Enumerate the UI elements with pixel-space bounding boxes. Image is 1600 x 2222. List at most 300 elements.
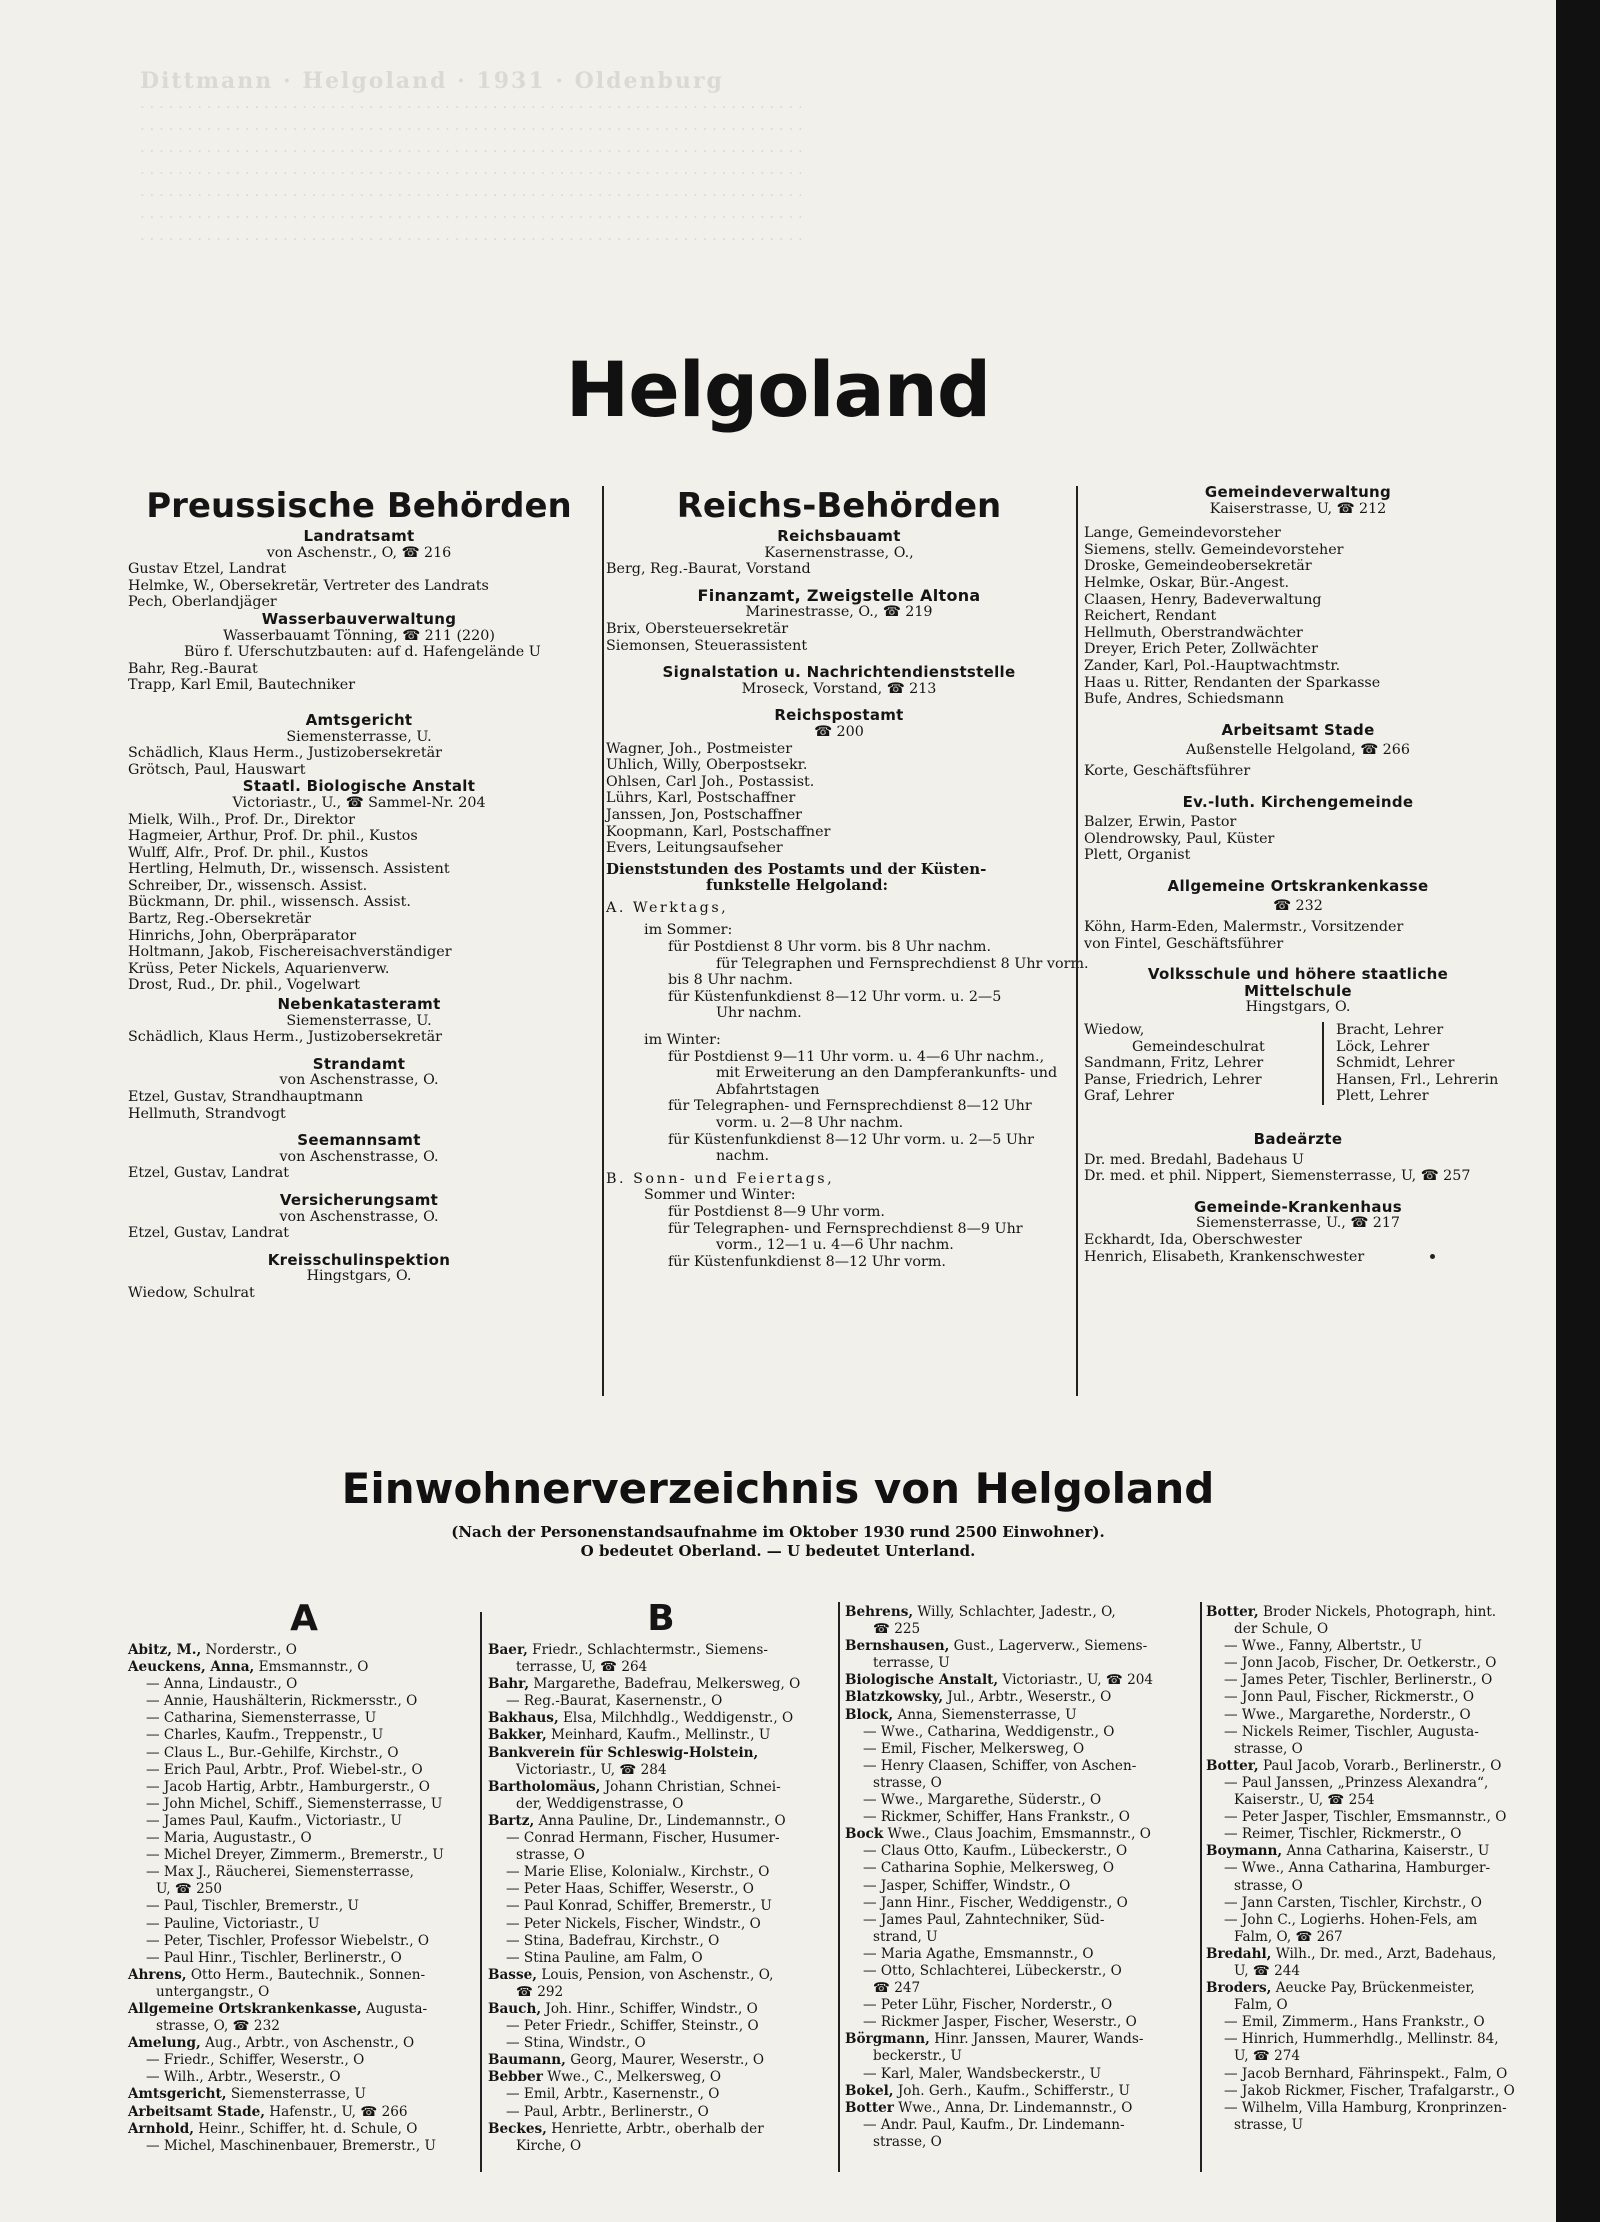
text-line: für Postdienst 8—9 Uhr vorm. <box>668 1203 885 1220</box>
hours-heading: Dienststunden des Postamts und der Küsten- <box>606 859 987 878</box>
office-note: Büro f. Uferschutzbauten: auf d. Hafengelände U <box>184 644 541 661</box>
hours-lines <box>606 939 1089 1022</box>
office-title: Ev.-luth. Kirchengemeinde <box>1182 792 1414 811</box>
office-address: von Aschenstrasse, O. <box>279 1148 439 1165</box>
entry-text: — Conrad Hermann, Fischer, Husumer- <box>506 1830 780 1847</box>
text-line: Holtmann, Jakob, Fischereisachverständiger <box>128 944 452 961</box>
directory-entry <box>845 2100 1197 2117</box>
text-line: Etzel, Gustav, Landrat <box>128 1225 290 1242</box>
entry-text: Anna Catharina, Kaiserstr., U <box>1282 1843 1490 1860</box>
entry-text: — Claus L., Bur.-Gehilfe, Kirchstr., O <box>146 1744 399 1761</box>
hours-section: B. Sonn- und Feiertags, <box>606 1170 835 1187</box>
office-address: Außenstelle Helgoland, ☎ 266 <box>1186 742 1410 759</box>
directory-entry <box>128 1916 480 1933</box>
preussische-column <box>128 484 590 1302</box>
entry-name: Botter, <box>1206 1604 1259 1620</box>
entry-name: Ahrens, <box>128 1966 187 1983</box>
office-title: Finanzamt, Zweigstelle Altona <box>697 585 981 605</box>
directory-entry <box>845 2014 1197 2031</box>
text-line: Uhr nachm. <box>716 1005 802 1022</box>
entry-text: terrasse, U, ☎ 264 <box>516 1659 648 1676</box>
entry-text: beckerstr., U <box>873 2048 963 2065</box>
directory-entry <box>845 1724 1197 1741</box>
directory-entry <box>128 2121 480 2138</box>
entry-text: der, Weddigenstrasse, O <box>516 1795 684 1812</box>
entry-text: strasse, O <box>1234 1740 1303 1757</box>
entry-text: Heinr., Schiffer, ht. d. Schule, O <box>193 2120 418 2137</box>
directory-entry <box>488 1984 834 2001</box>
entry-text: Otto Herm., Bautechnik., Sonnen- <box>186 1966 426 1983</box>
directory-entry <box>1206 1775 1550 1792</box>
entry-text: — Nickels Reimer, Tischler, Augusta- <box>1224 1723 1479 1740</box>
entry-name: Blatzkowsky, <box>845 1689 944 1706</box>
entry-text: Victoriastr., U, ☎ 284 <box>516 1761 667 1778</box>
text-line: Panse, Friedrich, Lehrer <box>1084 1071 1262 1088</box>
directory-entry <box>1206 1809 1550 1826</box>
office-title: Nebenkatasteramt <box>277 995 441 1014</box>
entry-text: terrasse, U <box>873 1655 950 1672</box>
entry-text: — Claus Otto, Kaufm., Lübeckerstr., O <box>863 1843 1128 1860</box>
text-line: Grötsch, Paul, Hauswart <box>128 761 306 778</box>
office-address: Kasernenstrasse, O., <box>764 544 914 561</box>
directory-entry <box>128 2104 480 2121</box>
directory-entry <box>488 1727 834 1744</box>
entry-text: — Wwe., Catharina, Weddigenstr., O <box>863 1723 1115 1740</box>
directory-entry <box>1206 2031 1550 2048</box>
entry-text: — Erich Paul, Arbtr., Prof. Wiebel-str., O <box>146 1761 423 1778</box>
text-line: für Küstenfunkdienst 8—12 Uhr vorm. <box>668 1253 946 1270</box>
text-line: Schädlich, Klaus Herm., Justizobersekretär <box>128 1029 442 1046</box>
directory-entry <box>128 2001 480 2018</box>
text-line: Hagmeier, Arthur, Prof. Dr. phil., Kustos <box>128 828 418 845</box>
entry-text: Siemensterrasse, U <box>226 2086 366 2103</box>
directory-subtitle <box>0 1523 1556 1561</box>
text-line: Helmke, W., Obersekretär, Vertreter des Landrats <box>128 577 489 594</box>
text-line: Olendrowsky, Paul, Küster <box>1084 830 1275 847</box>
entry-text: ☎ 225 <box>873 1621 921 1638</box>
directory-entry <box>1206 1655 1550 1672</box>
entry-text: Henriette, Arbtr., oberhalb der <box>546 2120 764 2137</box>
text-line: Gustav Etzel, Landrat <box>128 561 287 578</box>
directory-entry <box>845 1997 1197 2014</box>
office-staff <box>1084 814 1512 864</box>
entry-name: Bakhaus, <box>488 1710 559 1727</box>
entry-text: Louis, Pension, von Aschenstr., O, <box>537 1966 774 1983</box>
entry-text: — Otto, Schlachterei, Lübeckerstr., O <box>863 1962 1122 1979</box>
text-line: Gemeindeschulrat <box>1132 1038 1265 1055</box>
text-line: Pech, Oberlandjäger <box>128 594 277 611</box>
directory-entry <box>845 1878 1197 1895</box>
directory-entry <box>488 1762 834 1779</box>
directory-entry <box>845 1792 1197 1809</box>
entry-text: — Pauline, Victoriastr., U <box>146 1915 320 1932</box>
directory-subtitle-line: (Nach der Personenstandsaufnahme im Oktober 1930 rund 2500 Einwohner). <box>451 1523 1105 1541</box>
hours-section: A. Werktags, <box>606 899 729 916</box>
entry-text: — Jonn Paul, Fischer, Rickmerstr., O <box>1224 1689 1474 1706</box>
entry-text: Hafenstr., U, ☎ 266 <box>264 2103 408 2120</box>
entry-text: Joh. Hinr., Schiffer, Windstr., O <box>541 2000 758 2017</box>
entry-text: — Friedr., Schiffer, Weserstr., O <box>146 2052 365 2069</box>
directory-entry <box>1206 1672 1550 1689</box>
entry-text: U, ☎ 244 <box>1234 1962 1301 1979</box>
entry-text: Falm, O <box>1234 1997 1288 2014</box>
entry-text: Augusta- <box>361 2000 428 2017</box>
directory-entry <box>488 2069 834 2086</box>
text-line: Bartz, Reg.-Obersekretär <box>128 911 312 928</box>
directory-entry <box>488 2018 834 2035</box>
text-line: Drost, Rud., Dr. phil., Vogelwart <box>128 977 360 994</box>
directory-entry <box>1206 2014 1550 2031</box>
entry-text: — Jann Carsten, Tischler, Kirchstr., O <box>1224 1894 1482 1911</box>
entry-text: Jul., Arbtr., Weserstr., O <box>943 1689 1112 1706</box>
text-line: Eckhardt, Ida, Oberschwester <box>1084 1231 1302 1248</box>
office-staff <box>1084 919 1512 952</box>
text-line: Graf, Lehrer <box>1084 1088 1174 1105</box>
entry-text: — Rickmer, Schiffer, Hans Frankstr., O <box>863 1809 1130 1826</box>
directory-entry <box>128 2086 480 2103</box>
directory-entry <box>845 1655 1197 1672</box>
text-line: Dr. med. Bredahl, Badehaus U <box>1084 1151 1304 1168</box>
page-title: Helgoland <box>565 345 991 434</box>
office-address: Hingstgars, O. <box>1245 999 1351 1016</box>
text-line: Dreyer, Erich Peter, Zollwächter <box>1084 641 1318 658</box>
office-staff <box>1084 763 1512 780</box>
entry-text: — Jacob Bernhard, Fährinspekt., Falm, O <box>1224 2065 1508 2082</box>
office-address: Victoriastr., U., ☎ Sammel-Nr. 204 <box>232 794 486 811</box>
directory-subtitle-line: O bedeutet Oberland. — U bedeutet Unterland. <box>580 1542 976 1560</box>
column-divider <box>602 486 604 1396</box>
column-divider <box>480 1612 482 2172</box>
directory-entry <box>488 1745 834 1762</box>
directory-entry <box>845 1621 1197 1638</box>
entry-text: strasse, O <box>516 1847 585 1864</box>
directory-entry <box>488 1916 834 1933</box>
directory-entry <box>488 1693 834 1710</box>
scan-edge <box>1556 0 1600 2222</box>
entry-text: Johann Christian, Schnei- <box>600 1778 781 1795</box>
entry-name: Baumann, <box>488 2052 566 2069</box>
directory-entry <box>488 1898 834 1915</box>
directory-entry <box>128 1642 480 1659</box>
entry-text: — Charles, Kaufm., Treppenstr., U <box>146 1727 384 1744</box>
directory-entry <box>845 1860 1197 1877</box>
entry-name: Baer, <box>488 1642 528 1658</box>
entry-text: — Emil, Fischer, Melkersweg, O <box>863 1740 1085 1757</box>
text-line: Lange, Gemeindevorsteher <box>1084 525 1281 542</box>
text-line: Siemens, stellv. Gemeindevorsteher <box>1084 541 1344 558</box>
directory-entry <box>128 2018 480 2035</box>
directory-entry <box>128 1676 480 1693</box>
directory-title: Einwohnerverzeichnis von Helgoland <box>341 1464 1215 1513</box>
office-address: Siemensterrasse, U. <box>286 728 432 745</box>
entry-text: — Hinrich, Hummerhdlg., Mellinstr. 84, <box>1224 2031 1499 2048</box>
entry-text: Wwe., Claus Joachim, Emsmannstr., O <box>883 1826 1151 1843</box>
office-address: ☎ 232 <box>1273 898 1323 915</box>
text-line: Wiedow, <box>1084 1022 1145 1039</box>
entry-text: — John C., Logierhs. Hohen-Fels, am <box>1224 1911 1478 1928</box>
entry-text: — Stina, Windstr., O <box>506 2035 646 2052</box>
directory-entry <box>1206 2117 1550 2134</box>
entry-text: U, ☎ 250 <box>156 1881 223 1898</box>
directory-entry <box>845 2031 1197 2048</box>
text-line: Etzel, Gustav, Strandhauptmann <box>128 1089 364 1105</box>
directory-entry <box>1206 1604 1550 1621</box>
office-title: Arbeitsamt Stade <box>1221 720 1375 739</box>
directory-entry <box>845 1895 1197 1912</box>
office-title: Signalstation u. Nachrichtendienststelle <box>662 663 1016 682</box>
entry-text: — Paul Janssen, „Prinzess Alexandra“, <box>1224 1774 1489 1791</box>
entry-text: — Wilh., Arbtr., Weserstr., O <box>146 2069 341 2086</box>
text-line: vorm. u. 2—8 Uhr nachm. <box>716 1115 904 1131</box>
directory-entry <box>128 1898 480 1915</box>
entry-text: strasse, O <box>873 2133 942 2150</box>
office-title: Volksschule und höhere staatliche <box>1147 965 1449 984</box>
entry-text: — Reg.-Baurat, Kasernenstr., O <box>506 1693 723 1710</box>
text-line: von Fintel, Geschäftsführer <box>1084 935 1284 952</box>
entry-text: — Wwe., Margarethe, Süderstr., O <box>863 1792 1102 1809</box>
directory-entry <box>128 1659 480 1676</box>
directory-entry <box>488 1659 834 1676</box>
entry-name: Boymann, <box>1206 1843 1283 1860</box>
directory-entry <box>845 1707 1197 1724</box>
office-staff <box>1084 1152 1512 1185</box>
office-staff <box>128 812 590 995</box>
entry-text: — Stina Pauline, am Falm, O <box>506 1949 703 1966</box>
text-line: Bracht, Lehrer <box>1336 1022 1444 1039</box>
directory-entry <box>128 2052 480 2069</box>
office-staff <box>606 561 1072 578</box>
text-line: Evers, Leitungsaufseher <box>606 840 783 857</box>
bleed-through-text: Dittmann · Helgoland · 1931 · Oldenburg . . . . . . . . . . . . . . . . . . . . . . . . . . . . . . . . . . . . . . . . . . . . . . . . . . . . . . . . . . . . . . . . . . . . . . . . . . . . . . . . . . . . . . . . . . . . . . . . . . . . . . . . . . . . . . . . . . . . . . . . . . . . . . . . . . . . . . . . . . . . . . . . . . . . . . . . . . . . . . . . . . . . . . . . . . . . . . . . . . . . . . . . . . . . . . . . . . . . . . . . . . . . . . . . . . . . . . . . . . . . . . . . . . . . . . . . . . . . . . . . . . . . . . . . . . . . . . . . . . . . . . . . . . . . . . . . . . . . . . . . . . . . . . . . . . . . . . . . . . . . . . . . . . . . . . . . . . . . . . . . . . . . . . . . . . . . . . . . . . . . . . . . . . . . . . . . . . . . . . . . . . . . . . . . . . . . . . . . . . . . . . . . . . . . . . . . . . . . . . . . . . . . . . . . . . . . . . . . . . . . . . . . . . . . . . . . . . . . . . . . . . . . . . . . . . . . . . . . . . . . . . . . . . . . . . . . . . . . . . . . . . . . . . . . . . <box>140 70 803 244</box>
office-title: Kreisschulinspektion <box>267 1250 451 1269</box>
directory-entry <box>845 1638 1197 1655</box>
text-line: Helmke, Oskar, Bür.-Angest. <box>1084 574 1289 591</box>
entry-text: — Catharina Sophie, Melkersweg, O <box>863 1860 1114 1877</box>
entry-name: Bartz, <box>488 1812 535 1829</box>
entry-text: Joh. Gerh., Kaufm., Schifferstr., U <box>893 2082 1130 2099</box>
entry-text: — Anna, Lindaustr., O <box>146 1676 298 1693</box>
directory-entry <box>488 1779 834 1796</box>
text-line: Etzel, Gustav, Landrat <box>128 1165 290 1182</box>
office-address: Siemensterrasse, U. <box>286 1012 432 1029</box>
entry-text: — Stina, Badefrau, Kirchstr., O <box>506 1932 720 1949</box>
entry-text: — Paul, Arbtr., Berlinerstr., O <box>506 2103 709 2120</box>
text-line: Henrich, Elisabeth, Krankenschwester <box>1084 1248 1365 1265</box>
text-line: für Telegraphen- und Fernsprechdienst 8—12 Uhr <box>668 1098 1032 1115</box>
directory-entry <box>488 1676 834 1693</box>
entry-text: — Peter Nickels, Fischer, Windstr., O <box>506 1915 761 1932</box>
entry-name: Aeuckens, Anna, <box>128 1659 255 1676</box>
entry-name: Bakker, <box>488 1727 547 1744</box>
entry-text: — Maria Agathe, Emsmannstr., O <box>863 1945 1094 1962</box>
office-title: Strandamt <box>312 1054 406 1073</box>
directory-entry <box>128 1693 480 1710</box>
directory-entry <box>1206 1912 1550 1929</box>
text-line: Lührs, Karl, Postschaffner <box>606 790 796 807</box>
entry-text: — Rickmer Jasper, Fischer, Weserstr., O <box>863 2014 1137 2031</box>
entry-name: Block, <box>845 1706 894 1723</box>
directory-entries <box>845 1604 1197 2151</box>
directory-entry <box>128 1710 480 1727</box>
office-staff <box>128 1089 590 1122</box>
entry-name: Bokel, <box>845 2082 894 2099</box>
directory-entries <box>128 1642 480 2155</box>
directory-entry <box>1206 2100 1550 2117</box>
text-line: Janssen, Jon, Postschaffner <box>606 806 802 823</box>
text-line: Berg, Reg.-Baurat, Vorstand <box>606 561 811 578</box>
entry-name: Arbeitsamt Stade, <box>128 2103 265 2120</box>
directory-entry <box>488 2052 834 2069</box>
reichs-column <box>606 484 1089 1270</box>
hours-heading: funkstelle Helgoland: <box>706 876 888 895</box>
entry-text: — Peter Friedr., Schiffer, Steinstr., O <box>506 2018 759 2035</box>
text-line: Hertling, Helmuth, Dr., wissensch. Assistent <box>128 861 450 878</box>
text-line: Schmidt, Lehrer <box>1336 1055 1455 1072</box>
entry-name: Amelung, <box>128 2035 201 2052</box>
office-address: von Aschenstr., O, ☎ 216 <box>266 544 452 561</box>
text-line: Abfahrtstagen <box>716 1081 820 1098</box>
entry-text: — Karl, Maler, Wandsbeckerstr., U <box>863 2065 1102 2082</box>
text-line: Krüss, Peter Nickels, Aquarienverw. <box>128 960 390 977</box>
office-address: von Aschenstrasse, O. <box>279 1208 439 1225</box>
entry-name: Botter, <box>1206 1757 1259 1774</box>
entry-text: — Emil, Arbtr., Kasernenstr., O <box>506 2086 720 2103</box>
entry-text: — Jann Hinr., Fischer, Weddigenstr., O <box>863 1894 1128 1911</box>
directory-entry <box>128 1813 480 1830</box>
office-address: von Aschenstrasse, O. <box>279 1072 439 1089</box>
text-line: Schreiber, Dr., wissensch. Assist. <box>128 877 368 894</box>
text-line: bis 8 Uhr nachm. <box>668 972 793 989</box>
directory-entry <box>128 1762 480 1779</box>
entry-text: — Reimer, Tischler, Rickmerstr., O <box>1224 1826 1462 1843</box>
school-staff-left <box>1084 1022 1324 1105</box>
speck-mark <box>1430 1254 1435 1259</box>
text-line: Löck, Lehrer <box>1336 1038 1430 1055</box>
office-staff <box>1084 1232 1512 1265</box>
directory-entry <box>1206 1707 1550 1724</box>
directory-entry <box>1206 1689 1550 1706</box>
directory-entry <box>1206 1997 1550 2014</box>
column-divider <box>1200 1602 1202 2172</box>
office-staff <box>128 561 590 611</box>
entry-text: — Peter Haas, Schiffer, Weserstr., O <box>506 1881 754 1898</box>
entry-text: Victoriastr., U, ☎ 204 <box>998 1672 1154 1689</box>
text-line: Siemonsen, Steuerassistent <box>606 637 808 654</box>
entry-text: Falm, O, ☎ 267 <box>1234 1928 1343 1945</box>
text-line: Köhn, Harm-Eden, Malermstr., Vorsitzender <box>1084 919 1404 936</box>
directory-entry <box>488 1967 834 1984</box>
text-line: Bahr, Reg.-Baurat <box>128 660 258 677</box>
office-title: Staatl. Biologische Anstalt <box>242 777 476 796</box>
entry-name: Amtsgericht, <box>128 2086 227 2103</box>
entry-text: Anna, Siemensterrasse, U <box>893 1706 1077 1723</box>
office-title: Gemeindeverwaltung <box>1204 483 1392 501</box>
entry-text: — Peter, Tischler, Professor Wiebelstr., O <box>146 1932 430 1949</box>
entry-text: Hinr. Janssen, Maurer, Wands- <box>929 2031 1144 2048</box>
directory-entry <box>845 1826 1197 1843</box>
office-title: Landratsamt <box>303 527 415 545</box>
text-line: Claasen, Henry, Badeverwaltung <box>1084 591 1322 608</box>
directory-entry <box>488 1642 834 1659</box>
entry-text: Kirche, O <box>516 2137 582 2154</box>
text-line: Hinrichs, John, Oberpräparator <box>128 927 357 944</box>
text-line: Dr. med. et phil. Nippert, Siemensterrasse, U, ☎ 257 <box>1084 1168 1471 1185</box>
text-line: für Küstenfunkdienst 8—12 Uhr vorm. u. 2—5 Uhr <box>668 1131 1034 1148</box>
hours-season: im Sommer: <box>644 922 733 939</box>
entry-text: — James Peter, Tischler, Berlinerstr., O <box>1224 1672 1493 1689</box>
text-line: Trapp, Karl Emil, Bautechniker <box>128 677 356 694</box>
directory-column-1 <box>128 1596 480 2155</box>
directory-entry <box>128 1847 480 1864</box>
entry-text: Aug., Arbtr., von Aschenstr., O <box>200 2035 415 2052</box>
entry-text: Wwe., C., Melkersweg, O <box>542 2069 722 2086</box>
entry-text: strasse, O <box>873 1774 942 1791</box>
text-line: Sandmann, Fritz, Lehrer <box>1084 1055 1264 1072</box>
office-staff <box>606 621 1072 654</box>
text-line: Wagner, Joh., Postmeister <box>606 740 793 757</box>
entry-text: — Max J., Räucherei, Siemensterrasse, <box>146 1864 414 1881</box>
directory-entry <box>1206 1929 1550 1946</box>
directory-entry <box>1206 1638 1550 1655</box>
entry-text: strasse, O <box>1234 1877 1303 1894</box>
entry-text: — Paul Konrad, Schiffer, Bremerstr., U <box>506 1898 772 1915</box>
office-address: Kaiserstrasse, U, ☎ 212 <box>1209 500 1387 517</box>
office-title: Allgemeine Ortskrankenkasse <box>1167 876 1429 895</box>
text-line: Zander, Karl, Pol.-Hauptwachtmstr. <box>1084 657 1341 674</box>
entry-text: — Andr. Paul, Kaufm., Dr. Lindemann- <box>863 2116 1125 2133</box>
directory-entry <box>488 2001 834 2018</box>
directory-entry <box>1206 1621 1550 1638</box>
text-line: Haas u. Ritter, Rendanten der Sparkasse <box>1084 674 1381 691</box>
entry-text: — James Paul, Zahntechniker, Süd- <box>863 1911 1105 1928</box>
entry-text: Norderstr., O <box>201 1642 297 1658</box>
entry-name: Börgmann, <box>845 2031 930 2048</box>
entry-name: Biologische Anstalt, <box>845 1672 999 1689</box>
entry-name: Bahr, <box>488 1676 530 1693</box>
text-line: Brix, Obersteuersekretär <box>606 620 789 637</box>
office-staff <box>128 1225 590 1242</box>
section-heading: Reichs-Behörden <box>676 486 1002 526</box>
entry-text: — Jasper, Schiffer, Windstr., O <box>863 1877 1071 1894</box>
entry-name: Arnhold, <box>128 2120 194 2137</box>
directory-entries <box>488 1642 834 2155</box>
directory-column-2 <box>488 1596 834 2155</box>
directory-entry <box>845 1672 1197 1689</box>
entry-text: — Annie, Haushälterin, Rickmersstr., O <box>146 1693 418 1710</box>
directory-entry <box>845 2134 1197 2151</box>
directory-entry <box>488 2104 834 2121</box>
directory-entry <box>845 1929 1197 1946</box>
directory-entry <box>845 1963 1197 1980</box>
directory-entry <box>845 2117 1197 2134</box>
text-line: für Küstenfunkdienst 8—12 Uhr vorm. u. 2—5 <box>668 988 1002 1005</box>
entry-text: — Catharina, Siemensterrasse, U <box>146 1710 377 1727</box>
column-divider <box>1076 486 1078 1396</box>
entry-text: Friedr., Schlachtermstr., Siemens- <box>527 1642 768 1658</box>
directory-entry <box>128 1864 480 1881</box>
entry-text: ☎ 292 <box>516 1983 564 2000</box>
text-line: Uhlich, Willy, Oberpostsekr. <box>606 757 808 774</box>
text-line: Plett, Organist <box>1084 847 1191 864</box>
directory-entry <box>128 1933 480 1950</box>
directory-entry <box>488 2121 834 2138</box>
section-letter: B <box>647 1598 675 1639</box>
text-line: Koopmann, Karl, Postschaffner <box>606 823 831 840</box>
entry-name: Abitz, M., <box>128 1642 202 1658</box>
entry-text: — Wwe., Margarethe, Norderstr., O <box>1224 1706 1471 1723</box>
entry-text: Broder Nickels, Photograph, hint. <box>1258 1604 1497 1620</box>
entry-text: Willy, Schlachter, Jadestr., O, <box>913 1604 1116 1620</box>
